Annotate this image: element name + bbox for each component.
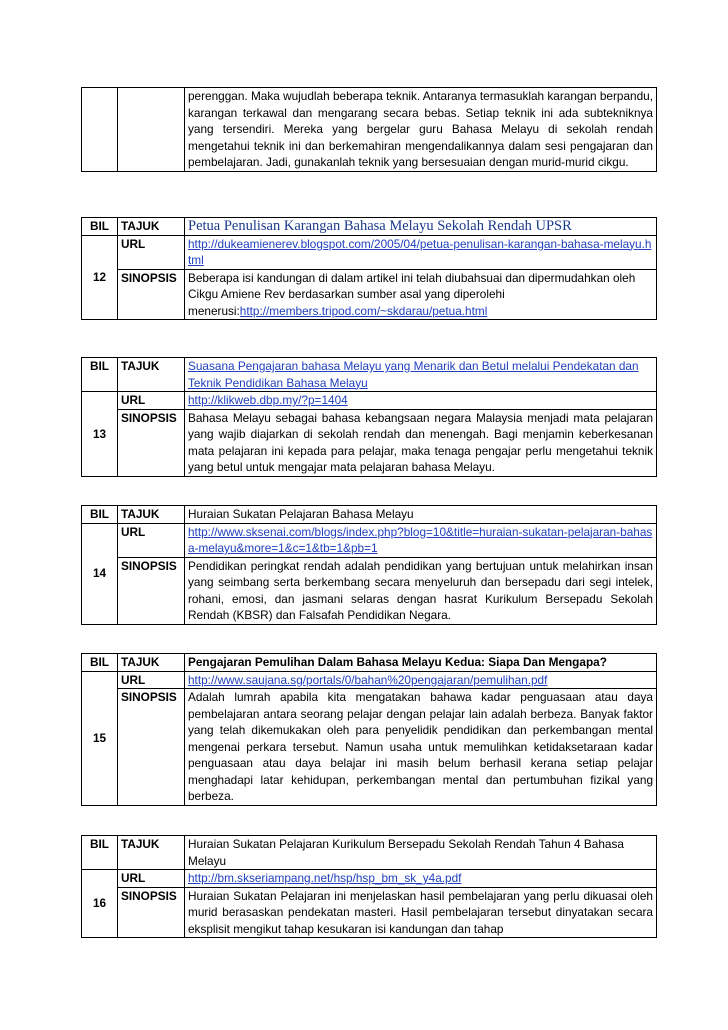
url-label: URL bbox=[118, 523, 185, 557]
table-row bbox=[82, 269, 657, 320]
bil-label: BIL bbox=[82, 654, 118, 672]
url-label: URL bbox=[118, 870, 185, 888]
entry-url-cell bbox=[185, 392, 657, 410]
table-row bbox=[82, 409, 657, 476]
entry-number: 16 bbox=[82, 870, 118, 938]
entry-synopsis: Huraian Sukatan Pelajaran ini menjelaskan hasil pembelajaran yang perlu dikuasai oleh murid berasaskan pendekatan masteri. Hasil pembelajaran tersebut dinyatakan secara eksplisit mengikut tahap kesukaran isi kandungan dan tahap bbox=[185, 887, 657, 938]
entry-title-text: Petua Penulisan Karangan Bahasa Melayu Sekolah Rendah UPSR bbox=[188, 218, 572, 234]
table-row bbox=[82, 235, 657, 269]
entry-number: 13 bbox=[82, 392, 118, 477]
table-row bbox=[82, 392, 657, 410]
table-row bbox=[82, 887, 657, 938]
continuation-text: perenggan. Maka wujudlah beberapa teknik. Antaranya termasuklah karangan berpandu, karangan terkawal dan mengarang secara bebas. Setiap teknik ini ada subtekniknya yang tersendiri. Mereka yang bergelar guru Bahasa Melayu di sekolah rendah mengetahui teknik ini dan berkemahiran mengendalikannya dalam sesi pengajaran dan pembelajaran. Jadi, gunakanlah teknik yang bersesuaian dengan murid-murid cikgu. bbox=[185, 88, 657, 172]
sinopsis-label: SINOPSIS bbox=[118, 269, 185, 320]
table-row bbox=[82, 836, 657, 870]
entry-15-table bbox=[81, 653, 657, 806]
bil-label: BIL bbox=[82, 358, 118, 392]
entry-16-table bbox=[81, 835, 657, 938]
table-row bbox=[82, 557, 657, 624]
tajuk-label: TAJUK bbox=[118, 506, 185, 524]
entry-title[interactable] bbox=[185, 358, 657, 392]
table-row bbox=[82, 870, 657, 888]
entry-synopsis: Pendidikan peringkat rendah adalah pendidikan yang bertujuan untuk melahirkan insan yang seimbang serta berkembang secara menyeluruh dan bersepadu dari segi intelek, rohani, emosi, dan jasmani selaras dengan hasrat Kurikulum Bersepadu Sekolah Rendah (KBSR) dan Falsafah Pendidikan Negara. bbox=[185, 557, 657, 624]
url-label: URL bbox=[118, 392, 185, 410]
table-row bbox=[82, 506, 657, 524]
empty-cell bbox=[118, 88, 185, 172]
entry-title bbox=[185, 218, 657, 236]
sinopsis-label: SINOPSIS bbox=[118, 409, 185, 476]
continuation-table bbox=[81, 87, 657, 172]
sinopsis-label: SINOPSIS bbox=[118, 689, 185, 806]
table-row bbox=[82, 671, 657, 689]
entry-title: Pengajaran Pemulihan Dalam Bahasa Melayu Kedua: Siapa Dan Mengapa? bbox=[185, 654, 657, 672]
entry-synopsis: Adalah lumrah apabila kita mengatakan bahawa kadar penguasaan atau daya pembelajaran antara seorang pelajar dengan pelajar lain adalah berbeza. Banyak faktor yang telah dikemukakan oleh para penyelidik pendidikan dan perkembangan mental mengenai perkara tersebut. Namun usaha untuk memulihkan ketidaksetaraan kadar penguasaan atau daya belajar ini masih belum berhasil kerana setiap pelajar menghadapi latar kehidupan, perkembangan mental dan pertumbuhan fizikal yang berbeza. bbox=[185, 689, 657, 806]
entry-synopsis: Bahasa Melayu sebagai bahasa kebangsaan negara Malaysia menjadi mata pelajaran yang wajib diajarkan di sekolah rendah dan menengah. Bagi menjamin keberkesanan mata pelajaran ini kepada para pelajar, maka tenaga pengajar perlu mengetahui teknik yang betul untuk mengajar mata pelajaran bahasa Melayu. bbox=[185, 409, 657, 476]
bil-label: BIL bbox=[82, 218, 118, 236]
entry-url-cell bbox=[185, 523, 657, 557]
table-row bbox=[82, 523, 657, 557]
entry-number: 12 bbox=[82, 235, 118, 320]
table-row bbox=[82, 218, 657, 236]
url-label: URL bbox=[118, 671, 185, 689]
bil-label: BIL bbox=[82, 506, 118, 524]
entry-synopsis-text: Beberapa isi kandungan di dalam artikel ini telah diubahsuai dan dipermudahkan oleh Cikgu Amiene Rev berdasarkan sumber asal yang diperolehi menerusi: bbox=[188, 270, 636, 318]
tajuk-label: TAJUK bbox=[118, 218, 185, 236]
entry-url-link[interactable]: http://www.sksenai.com/blogs/index.php?blog=10&title=huraian-sukatan-pelajaran-bahasa-melayu&more=1&c=1&tb=1&pb=1 bbox=[188, 524, 653, 555]
empty-cell bbox=[82, 88, 118, 172]
sinopsis-label: SINOPSIS bbox=[118, 557, 185, 624]
entry-url-link[interactable]: http://bm.skseriampang.net/hsp/hsp_bm_sk_y4a.pdf bbox=[188, 871, 462, 885]
tajuk-label: TAJUK bbox=[118, 654, 185, 672]
entry-synopsis bbox=[185, 269, 657, 320]
bil-label: BIL bbox=[82, 836, 118, 870]
entry-url-link[interactable]: http://www.saujana.sg/portals/0/bahan%20pengajaran/pemulihan.pdf bbox=[188, 672, 548, 687]
table-row bbox=[82, 358, 657, 392]
entry-12-table bbox=[81, 217, 657, 320]
url-label: URL bbox=[118, 235, 185, 269]
entry-url-cell bbox=[185, 870, 657, 888]
sinopsis-label: SINOPSIS bbox=[118, 887, 185, 938]
tajuk-label: TAJUK bbox=[118, 836, 185, 870]
tajuk-label: TAJUK bbox=[118, 358, 185, 392]
entry-number: 15 bbox=[82, 671, 118, 805]
entry-14-table bbox=[81, 505, 657, 625]
table-row bbox=[82, 689, 657, 806]
table-row bbox=[82, 88, 657, 172]
entry-url-cell bbox=[185, 235, 657, 269]
entry-number: 14 bbox=[82, 523, 118, 624]
entry-13-table bbox=[81, 357, 657, 477]
table-row bbox=[82, 654, 657, 672]
entry-title-link[interactable]: Suasana Pengajaran bahasa Melayu yang Menarik dan Betul melalui Pendekatan dan Teknik Pendidikan Bahasa Melayu bbox=[188, 359, 639, 390]
entry-url-link[interactable]: http://dukeamienerev.blogspot.com/2005/04/petua-penulisan-karangan-bahasa-melayu.html bbox=[188, 236, 652, 267]
entry-url-link[interactable]: http://klikweb.dbp.my/?p=1404 bbox=[188, 393, 348, 407]
synopsis-link[interactable]: http://members.tripod.com/~skdarau/petua.html bbox=[239, 303, 488, 318]
entry-url-cell bbox=[185, 671, 657, 689]
entry-title: Huraian Sukatan Pelajaran Kurikulum Bersepadu Sekolah Rendah Tahun 4 Bahasa Melayu bbox=[185, 836, 657, 870]
entry-title: Huraian Sukatan Pelajaran Bahasa Melayu bbox=[185, 506, 657, 524]
